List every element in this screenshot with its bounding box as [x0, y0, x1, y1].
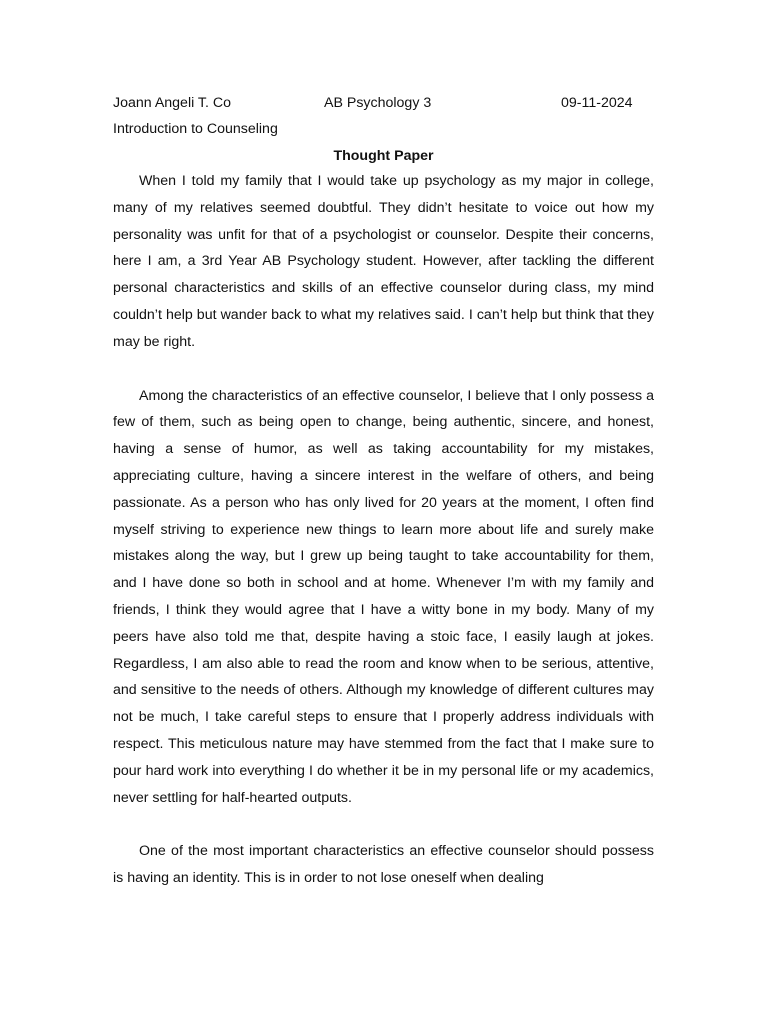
program-label: AB Psychology 3 — [324, 95, 432, 111]
document-header — [113, 93, 643, 113]
document-body — [113, 168, 654, 919]
paragraph: Among the characteristics of an effective counselor, I believe that I only possess a few of them, such as being open to change, being authentic, sincere, and honest, having a sense of humor, as well as taking accountability for my mistakes, appreciating culture, having a sincere interest in the welfare of others, and being passionate. As a person who has only lived for 20 years at the moment, I often find myself striving to experience new things to learn more about life and surely make mistakes along the way, but I grew up being taught to take accountability for them, and I have done so both in school and at home. Whenever I’m with my family and friends, I think they would agree that I have a witty bone in my body. Many of my peers have also told me that, despite having a stoic face, I easily laugh at jokes. Regardless, I am also able to read the room and know when to be serious, attentive, and sensitive to the needs of others. Although my knowledge of different cultures may not be much, I take careful steps to ensure that I properly address individuals with respect. This meticulous nature may have stemmed from the fact that I make sure to pour hard work into everything I do whether it be in my personal life or my academics, never settling for half-hearted outputs. — [113, 387, 654, 806]
author-name: Joann Angeli T. Co — [113, 95, 232, 111]
paragraph: When I told my family that I would take up psychology as my major in college, many of my relatives seemed doubtful. They didn’t hesitate to voice out how my personality was unfit for that of a psychologist or counselor. Despite their concerns, here I am, a 3rd Year AB Psychology student. However, after tackling the different personal characteristics and skills of an effective counselor during class, my mind couldn’t help but wander back to what my relatives said. I can’t help but think that they may be right. — [113, 173, 654, 350]
document-title: Thought Paper — [333, 148, 434, 164]
paragraph: One of the most important characteristics an effective counselor should possess is having an identity. This is in order to not lose oneself when dealing — [113, 843, 654, 887]
course-name: Introduction to Counseling — [113, 121, 278, 137]
document-date: 09-11-2024 — [561, 95, 633, 111]
